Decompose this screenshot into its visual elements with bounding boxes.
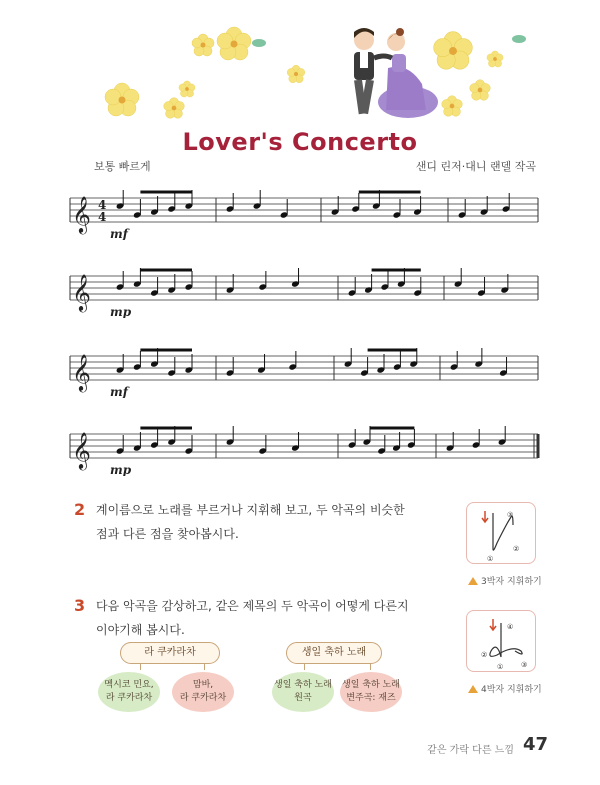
treble-clef-icon: 𝄞 [72, 195, 91, 233]
flower-decoration [176, 78, 198, 100]
question-line: 이야기해 봅시다. [96, 623, 185, 637]
comparison-item [272, 672, 334, 712]
caption-text: 3박자 지휘하기 [481, 577, 542, 587]
treble-clef-icon: 𝄞 [72, 431, 91, 469]
leaf-decoration [512, 34, 526, 44]
beat-number: ① [487, 555, 494, 563]
comparison-item [98, 672, 160, 712]
item-line: 변주곡: 재즈 [346, 693, 396, 703]
flower-decoration [100, 78, 144, 122]
beat-number: ② [513, 545, 520, 553]
item-line: 라 쿠카라차 [105, 693, 153, 703]
conducting-3-beat-card [466, 502, 536, 564]
comparison-item [172, 672, 234, 712]
item-line: 생일 축하 노래 [342, 680, 400, 690]
flower-decoration [466, 76, 494, 104]
comparison-title: 라 쿠카라차 [120, 642, 220, 664]
item-line: 생일 축하 노래 [274, 680, 332, 690]
music-staff [66, 346, 542, 398]
music-staff [66, 266, 542, 318]
leaf-decoration [252, 38, 266, 48]
footer-section-label: 같은 가락 다른 느낌 [427, 745, 514, 756]
beat-number: ④ [507, 623, 514, 631]
conducting-4-beat-diagram [467, 611, 537, 673]
item-line: 맘바, [192, 680, 214, 690]
flower-decoration [438, 92, 466, 120]
comparison-item [340, 672, 402, 712]
item-line: 라 쿠카라차 [179, 693, 227, 703]
flower-decoration [212, 22, 256, 66]
question-line: 계이름으로 노래를 부르거나 지휘해 보고, 두 악곡의 비슷한 [96, 503, 405, 517]
question-line: 다음 악곡을 감상하고, 같은 제목의 두 악곡이 어떻게 다른지 [96, 599, 409, 613]
treble-clef-icon: 𝄞 [72, 273, 91, 311]
page-number: 47 [522, 734, 548, 755]
question-number: 3 [74, 596, 86, 615]
music-staff [66, 424, 542, 476]
dynamic-marking: mf [110, 227, 128, 240]
conducting-4-beat-card [466, 610, 536, 672]
conducting-3-beat-diagram [467, 503, 537, 565]
item-line: 원곡 [294, 693, 312, 703]
dancing-couple-illustration [330, 18, 440, 128]
beat-number: ① [497, 663, 504, 671]
dynamic-marking: mp [110, 463, 132, 476]
conducting-4-beat-caption [468, 682, 542, 695]
comparison-title: 생일 축하 노래 [286, 642, 382, 664]
song-title: Lover's Concerto [182, 128, 418, 156]
beat-number: ② [481, 651, 488, 659]
question-text [96, 498, 436, 546]
dynamic-marking: mp [110, 305, 132, 318]
time-signature-bottom: 4 [98, 210, 107, 224]
caption-text: 4박자 지휘하기 [481, 685, 542, 695]
dynamic-marking: mf [110, 385, 128, 398]
composer-credit: 샌디 린저·대니 랜델 작곡 [415, 160, 536, 173]
music-staff [66, 188, 542, 240]
item-line: 멕시코 민요, [104, 680, 154, 690]
tempo-marking: 보통 빠르게 [94, 160, 151, 173]
beat-number: ③ [507, 511, 514, 519]
beat-number: ③ [521, 661, 528, 669]
triangle-icon [468, 577, 478, 585]
flower-decoration [284, 62, 308, 86]
conducting-3-beat-caption [468, 574, 542, 587]
question-line: 점과 다른 점을 찾아봅시다. [96, 527, 239, 541]
flower-decoration [484, 48, 506, 70]
treble-clef-icon: 𝄞 [72, 353, 91, 391]
triangle-icon [468, 685, 478, 693]
question-number: 2 [74, 500, 86, 519]
question-text [96, 594, 436, 642]
time-signature-top: 4 [98, 198, 107, 212]
